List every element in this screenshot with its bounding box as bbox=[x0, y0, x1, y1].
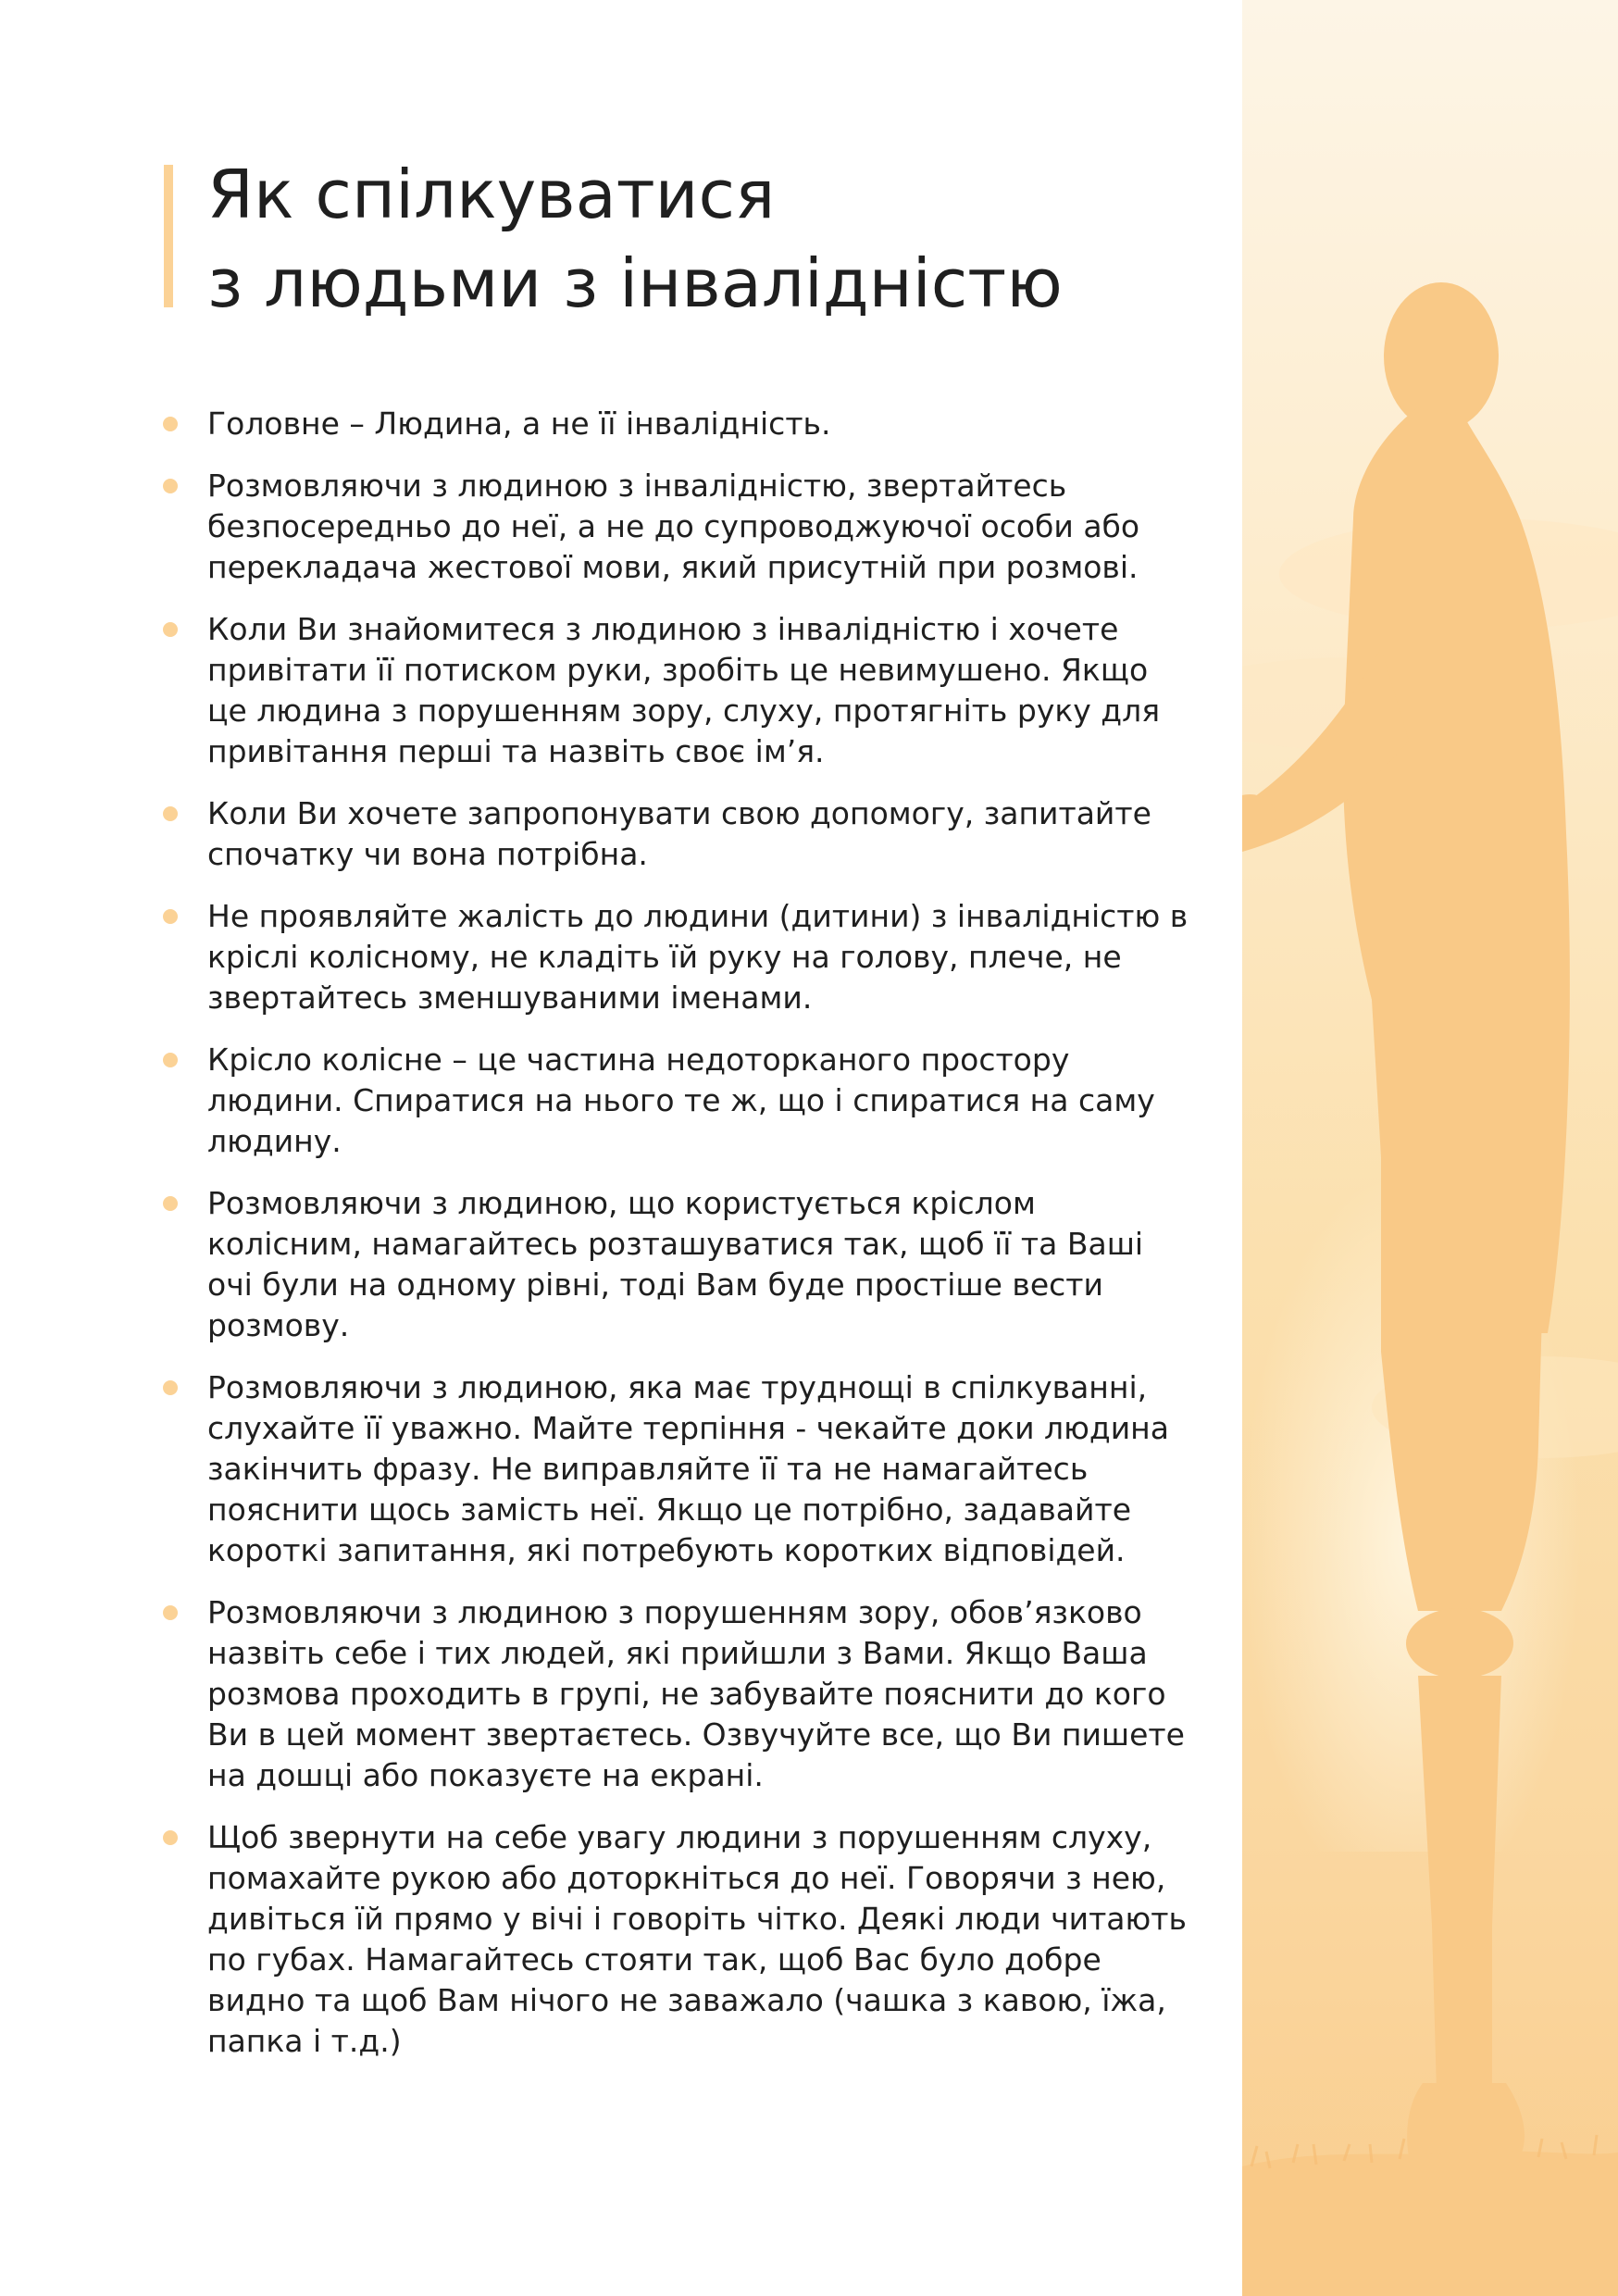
bullet-icon bbox=[163, 806, 178, 821]
bullet-icon bbox=[163, 1605, 178, 1620]
title-accent-bar bbox=[164, 165, 173, 307]
tip-text: Розмовляючи з людиною, що користується кріслом колісним, намагайтесь розташуватися так, щоб її та Ваші очі були на одному рівні, тоді Вам буде простіше вести розмову. bbox=[207, 1185, 1144, 1343]
page-title-line: Як спілкуватися bbox=[207, 156, 776, 233]
page-title bbox=[207, 150, 1207, 328]
bullet-icon bbox=[163, 909, 178, 924]
tip-item bbox=[163, 1040, 1190, 1162]
tip-text: Головне – Людина, а не її інвалідність. bbox=[207, 406, 831, 442]
tip-item bbox=[163, 896, 1190, 1018]
tip-item bbox=[163, 1592, 1190, 1796]
bullet-icon bbox=[163, 1380, 178, 1395]
tip-text: Розмовляючи з людиною з порушенням зору, обов’язково назвіть себе і тих людей, які прийшли з Вами. Якщо Ваша розмова проходить в групі, не забувайте пояснити до кого Ви в цей момент звертаєтесь. Озвучуйте все, що Ви пишете на дошці або показуєте на екрані. bbox=[207, 1594, 1185, 1793]
tip-text: Розмовляючи з людиною, яка має труднощі в спілкуванні, слухайте її уважно. Майте терпіння - чекайте доки людина закінчить фразу. Не виправляйте її та не намагайтесь пояснити щось замість неї. Якщо це потрібно, задавайте короткі запитання, які потребують коротких відповідей. bbox=[207, 1369, 1169, 1568]
tip-item bbox=[163, 609, 1190, 772]
tip-item bbox=[163, 1183, 1190, 1346]
bullet-icon bbox=[163, 417, 178, 431]
tip-item bbox=[163, 1367, 1190, 1571]
communication-tips-list bbox=[163, 404, 1190, 2083]
bullet-icon bbox=[163, 1196, 178, 1211]
tip-item bbox=[163, 466, 1190, 588]
tip-text: Крісло колісне – це частина недоторканого простору людини. Спиратися на нього те ж, що і спиратися на саму людину. bbox=[207, 1042, 1155, 1159]
tip-item bbox=[163, 793, 1190, 875]
bullet-icon bbox=[163, 1830, 178, 1845]
prosthetic-leg-silhouette-image bbox=[1242, 0, 1618, 2296]
tip-item bbox=[163, 1817, 1190, 2062]
tip-text: Розмовляючи з людиною з інвалідністю, звертайтесь безпосередньо до неї, а не до супроводжуючої особи або перекладача жестової мови, який присутній при розмові. bbox=[207, 468, 1140, 585]
bullet-icon bbox=[163, 1053, 178, 1067]
tip-text: Не проявляйте жалість до людини (дитини) з інвалідністю в кріслі колісному, не кладіть їй руку на голову, плече, не звертайтесь зменшуваними іменами. bbox=[207, 898, 1189, 1016]
page-title-line: з людьми з інвалідністю bbox=[207, 244, 1063, 322]
tip-item bbox=[163, 404, 1190, 444]
tip-text: Коли Ви знайомитеся з людиною з інвалідністю і хочете привітати її потиском руки, зробіть це невимушено. Якщо це людина з порушенням зору, слуху, протягніть руку для привітання перші та назвіть своє ім’я. bbox=[207, 611, 1161, 769]
side-photo-silhouette bbox=[1242, 0, 1618, 2296]
tip-text: Коли Ви хочете запропонувати свою допомогу, запитайте спочатку чи вона потрібна. bbox=[207, 795, 1151, 872]
bullet-icon bbox=[163, 622, 178, 637]
bullet-icon bbox=[163, 479, 178, 493]
tip-text: Щоб звернути на себе увагу людини з порушенням слуху, помахайте рукою або доторкніться до неї. Говорячи з нею, дивіться їй прямо у вічі і говоріть чітко. Деякі люди читають по губах. Намагайтесь стояти так, щоб Вас було добре видно та щоб Вам нічого не заважало (чашка з кавою, їжа, папка і т.д.) bbox=[207, 1819, 1187, 2059]
